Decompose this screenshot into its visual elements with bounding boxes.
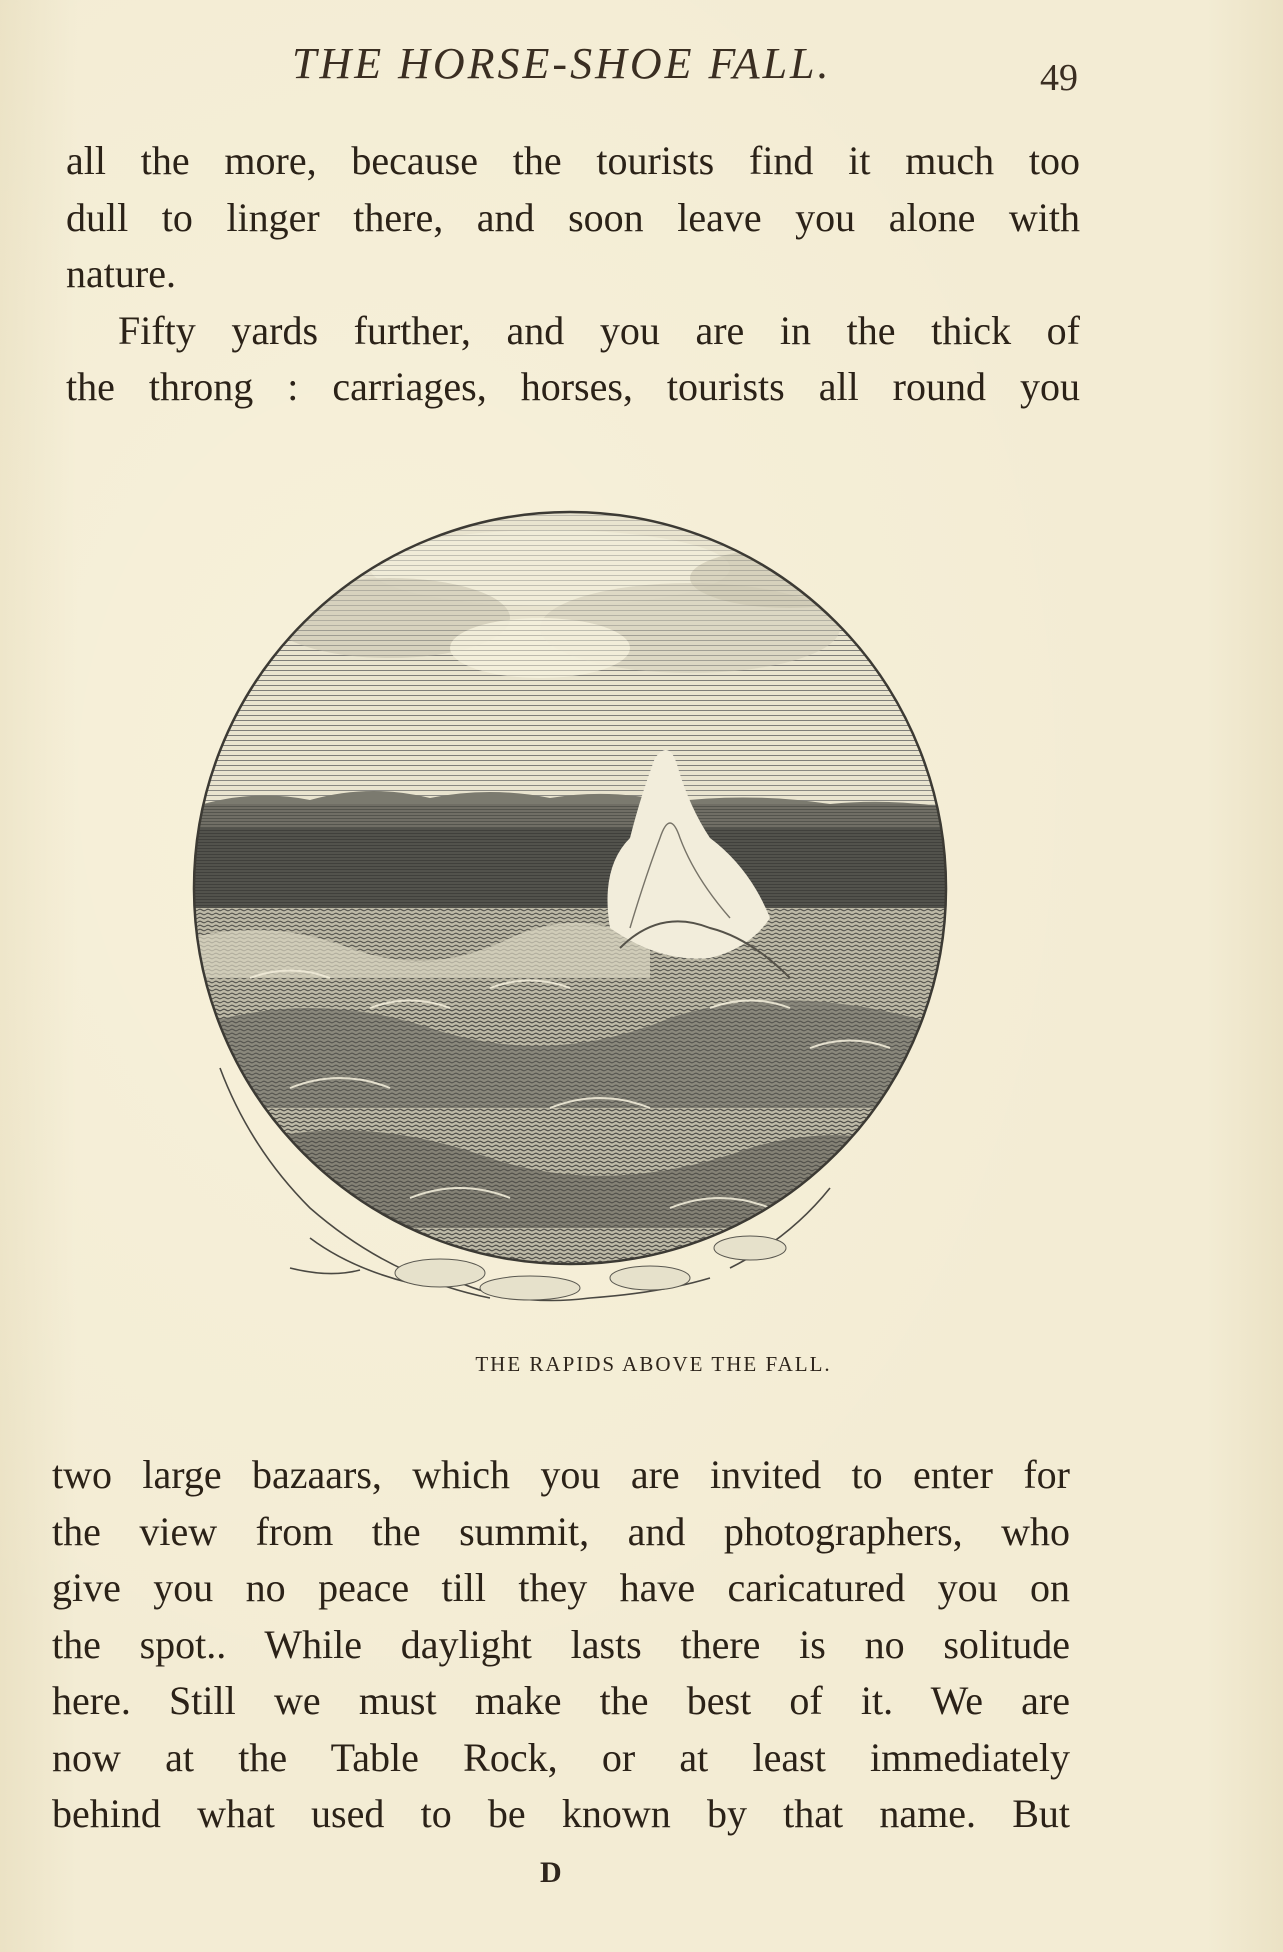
page-number: 49 [1040,57,1078,99]
paragraph-3 [52,1447,1070,1843]
engraving-rapids [190,508,950,1308]
text-line: now at the Table Rock, or at least immediately [52,1734,1070,1780]
rapids-engraving-illustration [190,508,950,1308]
figure-caption: THE RAPIDS ABOVE THE FALL. [475,1352,832,1376]
text-line: behind what used to be known by that name. But [52,1791,1070,1836]
text-line: dull to linger there, and soon leave you alone with [66,194,1080,240]
running-title: THE HORSE-SHOE FALL. [292,39,832,88]
text-line: give you no peace till they have caricatured you on [52,1565,1070,1610]
top-text-block [66,133,1080,416]
text-line: nature. [66,251,176,296]
running-head [0,38,1283,98]
text-line: two large bazaars, which you are invited to enter for [52,1452,1070,1497]
text-line: the throng : carriages, horses, tourists all round you [66,364,1080,409]
bottom-text-block [52,1447,1070,1843]
paragraph-1 [66,133,1080,303]
text-line: the spot.. While daylight lasts there is no solitude [52,1621,1070,1667]
text-line: all the more, because the tourists find it much too [66,138,1080,183]
text-line: here. Still we must make the best of it. We are [52,1678,1070,1723]
text-line: Fifty yards further, and you are in the thick of [118,307,1080,353]
signature-mark: D [540,1856,562,1889]
text-line: the view from the summit, and photographers, who [52,1508,1070,1554]
paragraph-2 [66,303,1080,416]
